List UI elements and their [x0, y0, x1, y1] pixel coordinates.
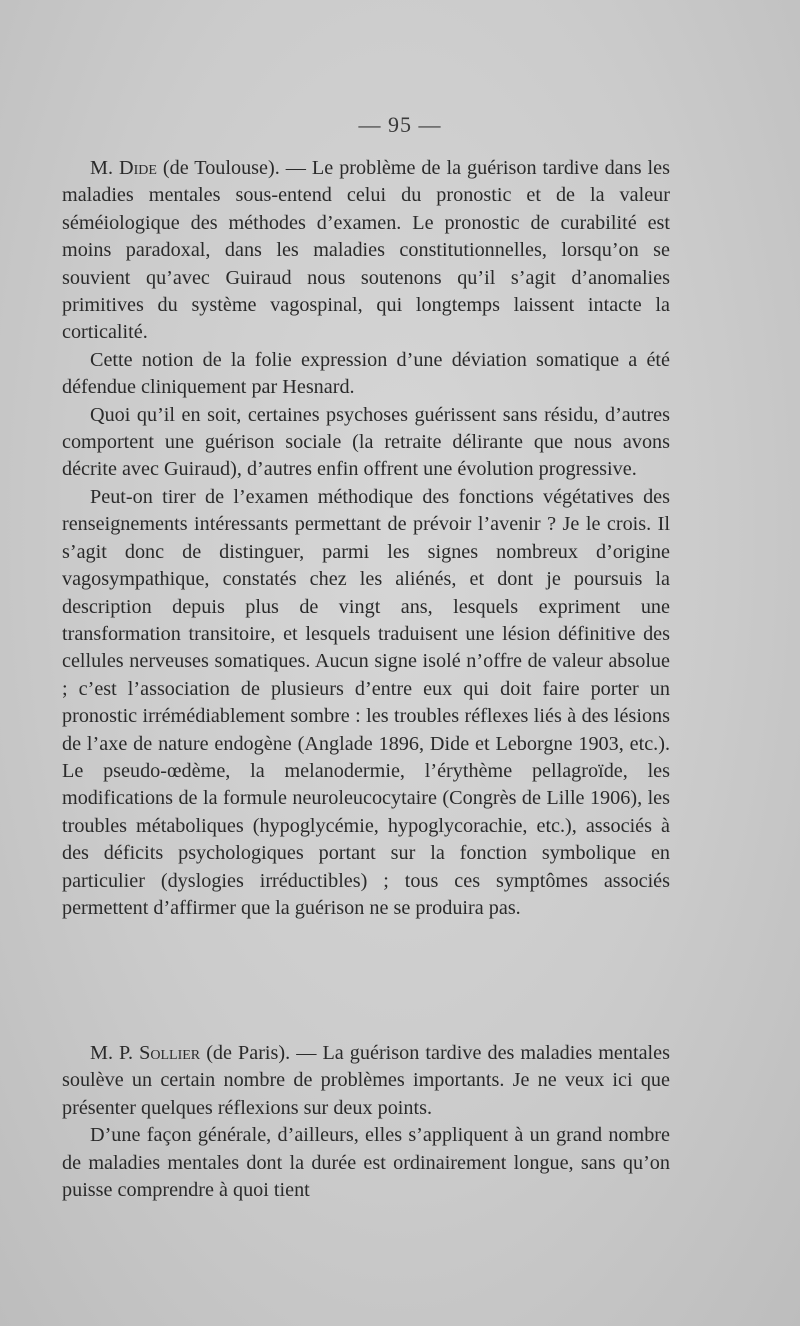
- speaker-name: Sollier: [139, 1042, 201, 1064]
- paragraph: Quoi qu’il en soit, certaines psychoses guérissent sans résidu, d’autres comportent une guérison sociale (la retraite délirante que nous avons décrite avec Guiraud), d’autres enfin offrent une évolution progressive.: [62, 403, 670, 481]
- paragraph-dide-intro: [62, 155, 670, 347]
- paragraph-text: (de Paris). — La guérison tardive des maladies mentales soulève un certain nombre de problèmes importants. Je ne veux ici que présenter quelques réflexions sur deux points.: [62, 1042, 670, 1119]
- section-sollier: [62, 1040, 670, 1204]
- paragraph: D’une façon générale, d’ailleurs, elles s’appliquent à un grand nombre de maladies mentales dont la durée est ordinairement longue, sans qu’on puisse comprendre à quoi tient: [62, 1124, 670, 1202]
- speaker-name: Dide: [118, 157, 157, 179]
- paragraph: Cette notion de la folie expression d’une déviation somatique a été défendue cliniquement par Hesnard.: [62, 348, 670, 399]
- section-dide: [62, 155, 670, 922]
- speaker-prefix: M. P.: [90, 1042, 140, 1064]
- page-number: — 95 —: [358, 112, 442, 137]
- paragraph: Peut-on tirer de l’examen méthodique des fonctions végétatives des renseignements intéressants permettant de prévoir l’avenir ? Je le crois. Il s’agit donc de distinguer, parmi les signes nombreux d’origine vagosympathique, constatés chez les aliénés, et dont je poursuis la description depuis plus de vingt ans, lesquels expriment une transformation transitoire, et lesquels traduisent une lésion définitive des cellules nerveuses somatiques. Aucun signe isolé n’offre de valeur absolue ; c’est l’association de plusieurs d’entre eux qui doit faire porter un pronostic irrémédiablement sombre : les troubles réflexes liés à des lésions de l’axe de nature endogène (Anglade 1896, Dide et Leborgne 1903, etc.). Le pseudo-œdème, la melanodermie, l’érythème pellagroïde, les modifications de la formule neuroleucocytaire (Congrès de Lille 1906), les troubles métaboliques (hypoglycémie, hypoglycorachie, etc.), associés à des déficits psychologiques portant sur la fonction symbolique en particulier (dyslogies irréductibles) ; tous ces symptômes associés permettent d’affirmer que la guérison ne se produira pas.: [62, 485, 670, 919]
- paragraph-sollier-intro: [62, 1040, 670, 1122]
- speaker-prefix: M.: [90, 157, 119, 179]
- paragraph-text: (de Toulouse). — Le problème de la guérison tardive dans les maladies mentales sous-entend celui du pronostic et de la valeur séméiologique des méthodes d’examen. Le pronostic de curabilité est moins paradoxal, dans les maladies constitutionnelles, lorsqu’on se souvient qu’avec Guiraud nous soutenons qu’il s’agit d’anomalies primitives du système vagospinal, qui longtemps laissent intacte la corticalité.: [62, 157, 670, 344]
